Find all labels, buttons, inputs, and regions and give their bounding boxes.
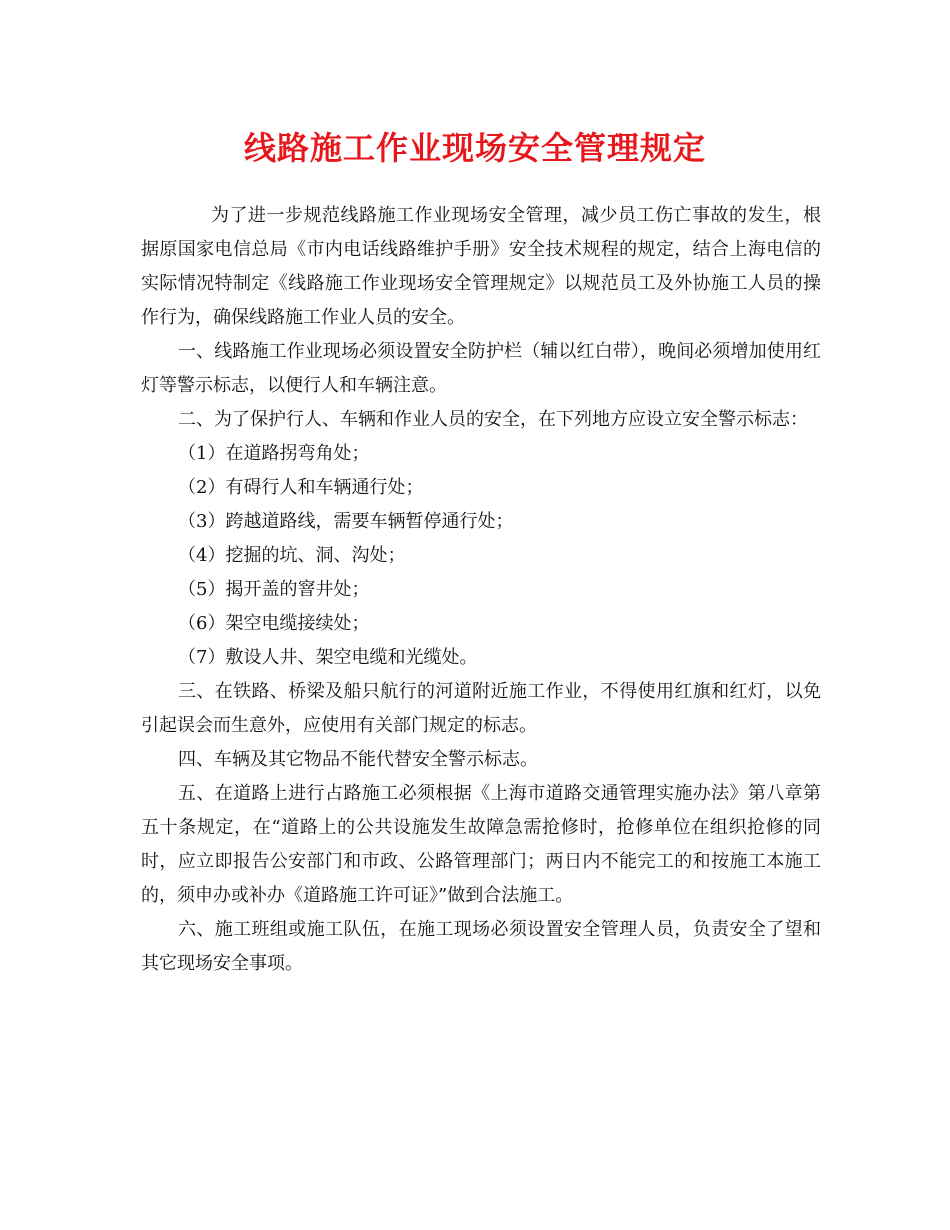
section-3: 三、在铁路、桥梁及船只航行的河道附近施工作业，不得使用红旗和红灯，以免引起误会而生意外，应使用有关部门规定的标志。 (141, 681, 821, 736)
list-item: （1）在道路拐弯角处； (178, 443, 370, 464)
section-4: 四、车辆及其它物品不能代替安全警示标志。 (178, 749, 538, 770)
section-5: 五、在道路上进行占路施工必须根据《上海市道路交通管理实施办法》第八章第五十条规定，在“道路上的公共设施发生故障急需抢修时，抢修单位在组织抢修的同时，应立即报告公安部门和市政、公路管理部门；两日内不能完工的和按施工本施工的，须申办或补办《道路施工许可证》”做到合法施工。 (141, 783, 821, 906)
list-item: （3）跨越道路线，需要车辆暂停通行处； (178, 511, 514, 532)
intro-paragraph: 为了进一步规范线路施工作业现场安全管理，减少员工伤亡事故的发生，根据原国家电信总局《市内电话线路维护手册》安全技术规程的规定，结合上海电信的实际情况特制定《线路施工作业现场安全管理规定》以规范员工及外协施工人员的操作行为，确保线路施工作业人员的安全。 (141, 205, 821, 328)
list-item: （7）敷设人井、架空电缆和光缆处。 (178, 647, 478, 668)
list-item: （4）挖掘的坑、洞、沟处； (178, 545, 406, 566)
section-1: 一、线路施工作业现场必须设置安全防护栏（辅以红白带），晚间必须增加使用红灯等警示标志，以便行人和车辆注意。 (141, 341, 821, 396)
list-item: （6）架空电缆接续处； (178, 613, 370, 634)
document-body (141, 199, 821, 981)
document-title: 线路施工作业现场安全管理规定 (243, 129, 706, 167)
list-item: （2）有碍行人和车辆通行处； (178, 477, 424, 498)
list-item: （5）揭开盖的窨井处； (178, 579, 370, 600)
section-6: 六、施工班组或施工队伍，在施工现场必须设置安全管理人员，负责安全了望和其它现场安全事项。 (141, 919, 821, 974)
section-2: 二、为了保护行人、车辆和作业人员的安全，在下列地方应设立安全警示标志： (178, 409, 808, 430)
